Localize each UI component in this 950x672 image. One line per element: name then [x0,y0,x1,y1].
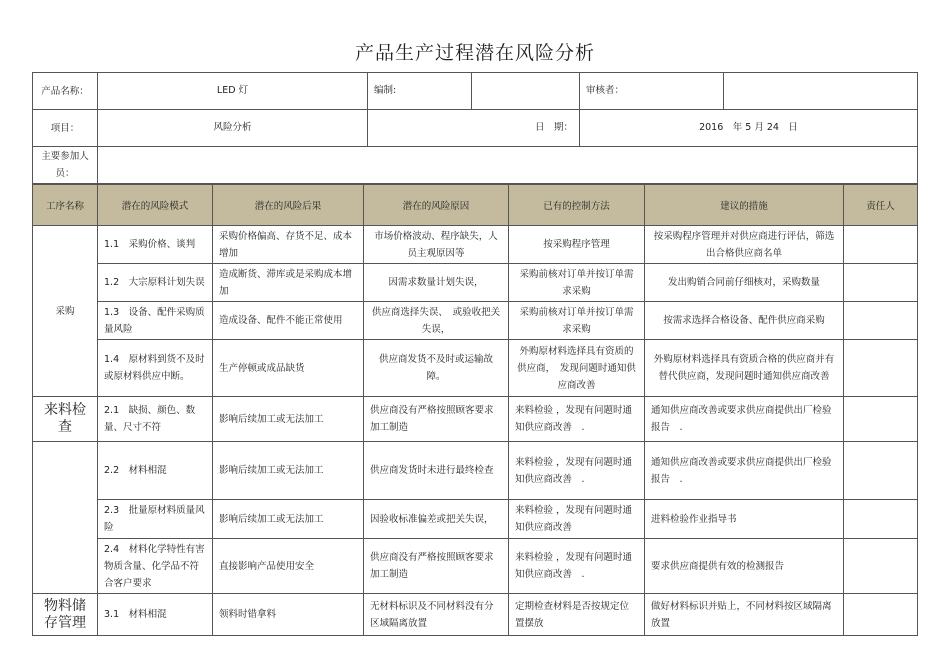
risk-owner [844,594,918,636]
risk-mode: 3.1 材料相混 [98,594,213,636]
risk-cause: 供应商没有严格按照顾客要求加工制造 [364,397,509,442]
stage-incoming-cont [33,442,98,594]
risk-action: 发出购销合同前仔细核对，采购数量 [645,264,844,302]
risk-mode: 2.2 材料相混 [98,442,213,500]
risk-effect: 造成断货、滞库或是采购成本增加 [213,264,364,302]
reviewer-value [724,73,918,110]
risk-owner [844,264,918,302]
risk-control: 采购前核对订单并按订单需求采购 [509,264,645,302]
risk-owner [844,442,918,500]
risk-action: 进料检验作业指导书 [645,500,844,539]
table-row [33,539,918,594]
risk-mode: 1.3 设备、配件采购质量风险 [98,302,213,340]
risk-action: 通知供应商改善或要求供应商提供出厂检验报告 . [645,442,844,500]
risk-control: 来料检验 ，发现有问题时通知供应商改善 [509,500,645,539]
risk-mode: 1.4 原材料到货不及时或原材料供应中断。 [98,340,213,397]
risk-control: 定期检查材料是否按规定位置摆放 [509,594,645,636]
risk-owner [844,226,918,264]
risk-cause: 供应商发货时未进行最终检查 [364,442,509,500]
header-mode: 潜在的风险模式 [98,185,213,226]
risk-action: 要求供应商提供有效的检测报告 [645,539,844,594]
risk-effect: 影响后续加工或无法加工 [213,500,364,539]
table-row [33,397,918,442]
risk-cause: 供应商选择失误、 或验收把关失误， [364,302,509,340]
header-control: 已有的控制方法 [509,185,645,226]
editor-label: 编制: [368,73,472,110]
risk-mode: 1.1 采购价格、谈判 [98,226,213,264]
risk-control: 按采购程序管理 [509,226,645,264]
risk-owner [844,500,918,539]
page-title: 产品生产过程潜在风险分析 [354,42,595,64]
product-value: LED 灯 [98,73,368,110]
risk-control: 来料检验 ，发现有问题时通知供应商改善 . [509,539,645,594]
table-row [33,264,918,302]
participants-value [98,147,918,184]
risk-cause: 供应商没有严格按照顾客要求加工制造 [364,539,509,594]
table-row [33,226,918,264]
risk-owner [844,302,918,340]
risk-control: 采购前核对订单并按订单需求采购 [509,302,645,340]
risk-effect: 生产停顿或成品缺货 [213,340,364,397]
risk-effect: 领料时错拿料 [213,594,364,636]
header-action: 建议的措施 [645,185,844,226]
info-table [32,72,918,184]
risk-owner [844,397,918,442]
risk-cause: 市场价格波动、程序缺失，人员主观原因等 [364,226,509,264]
participants-label: 主要参加人员： [33,147,98,184]
risk-action: 通知供应商改善或要求供应商提供出厂检验报告 . [645,397,844,442]
risk-effect: 直接影响产品使用安全 [213,539,364,594]
item-label: 项目： [33,110,98,147]
header-owner: 责任人 [844,185,918,226]
risk-mode: 2.4 材料化学特性有害物质含量、化学品不符合客户要求 [98,539,213,594]
risk-effect: 影响后续加工或无法加工 [213,397,364,442]
risk-control: 来料检验 ，发现有问题时通知供应商改善 . [509,442,645,500]
stage-purchase: 采购 [33,226,98,397]
table-row [33,594,918,636]
header-stage: 工序名称 [33,185,98,226]
header-cause: 潜在的风险原因 [364,185,509,226]
risk-action: 按采购程序管理并对供应商进行评估，筛选出合格供应商名单 [645,226,844,264]
risk-mode: 1.2 大宗原料计划失误 [98,264,213,302]
editor-value [472,73,580,110]
risk-table [32,184,918,636]
header-row [33,185,918,226]
header-effect: 潜在的风险后果 [213,185,364,226]
risk-action: 做好材料标识并贴上，不同材料按区域隔离放置 [645,594,844,636]
risk-cause: 无材料标识及不同材料没有分区域隔离放置 [364,594,509,636]
risk-action: 外购原材料选择具有资质合格的供应商并有替代供应商，发现问题时通知供应商改善 [645,340,844,397]
item-value: 风险分析 [98,110,368,147]
table-row [33,500,918,539]
risk-cause: 因需求数量计划失误， [364,264,509,302]
stage-storage: 物料储存管理 [33,594,98,636]
table-row [33,340,918,397]
risk-owner [844,340,918,397]
risk-control: 来料检验 ，发现有问题时通知供应商改善 . [509,397,645,442]
risk-effect: 影响后续加工或无法加工 [213,442,364,500]
stage-incoming: 来料检查 [33,397,98,442]
risk-control: 外购原材料选择具有资质的供应商， 发现问题时通知供应商改善 [509,340,645,397]
risk-owner [844,539,918,594]
risk-mode: 2.3 批量原材料质量风险 [98,500,213,539]
product-label: 产品名称： [33,73,98,110]
table-row [33,302,918,340]
date-value: 2016 年 5 月 24 日 [580,110,918,147]
reviewer-label: 审核者： [580,73,724,110]
risk-action: 按需求选择合格设备、配件供应商采购 [645,302,844,340]
risk-effect: 采购价格偏高、存货不足、成本增加 [213,226,364,264]
risk-effect: 造成设备、配件不能正常使用 [213,302,364,340]
risk-cause: 供应商发货不及时或运输故障。 [364,340,509,397]
risk-mode: 2.1 缺损、颜色、数量、尺寸不符 [98,397,213,442]
risk-cause: 因验收标准偏差或把关失误， [364,500,509,539]
date-label: 日 期： [368,110,580,147]
table-row [33,442,918,500]
